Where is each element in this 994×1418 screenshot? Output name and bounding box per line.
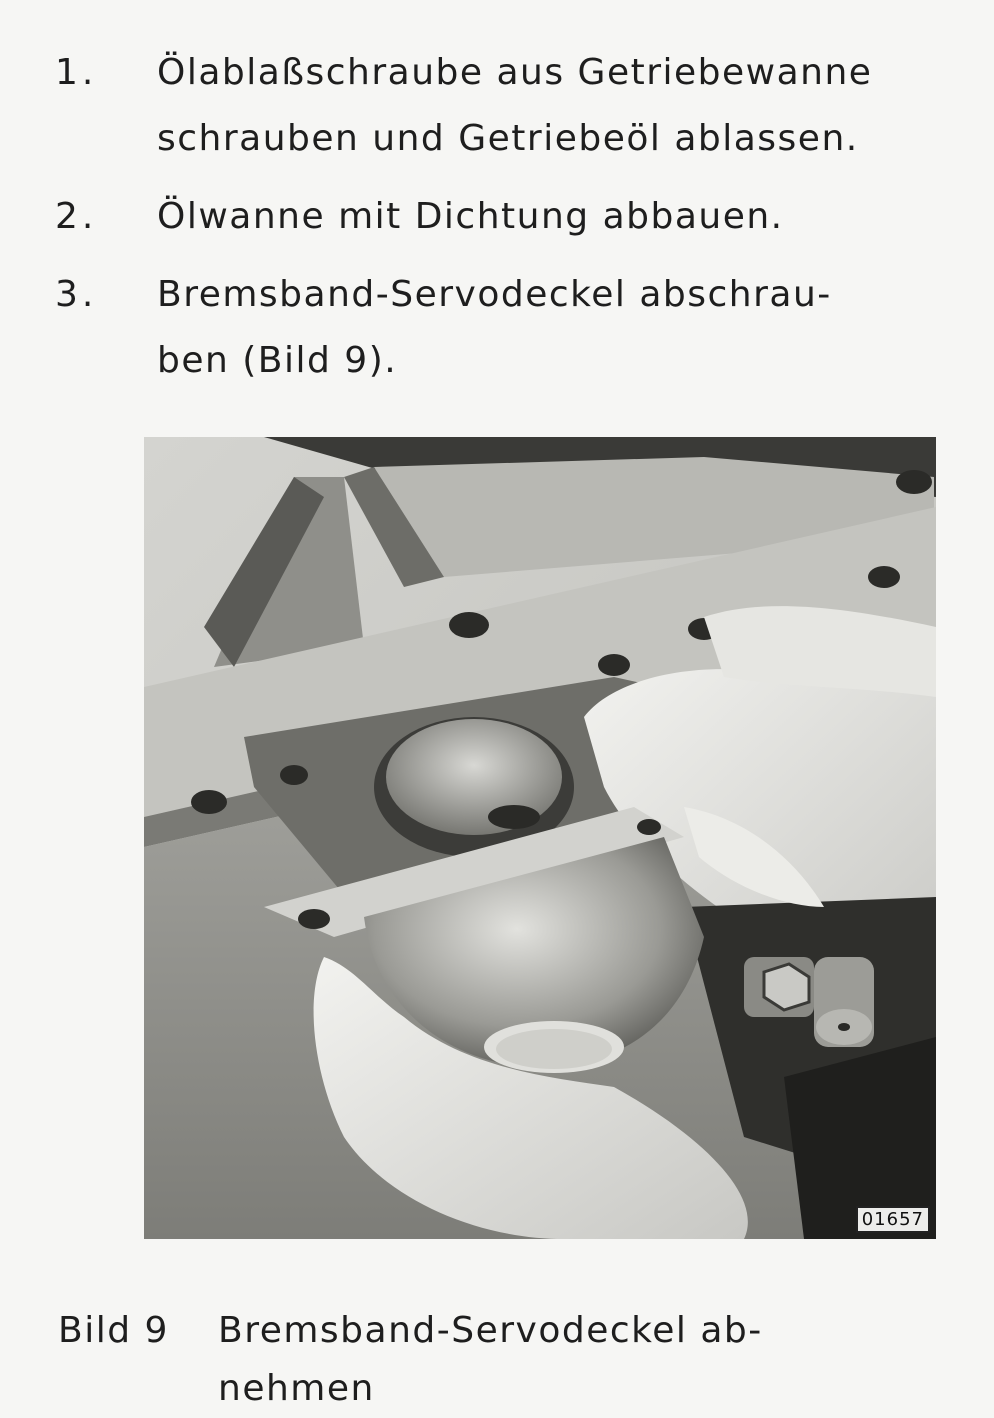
step-line: Bremsband-Servodeckel abschrau- <box>157 274 832 315</box>
step-number: 2. <box>55 196 98 237</box>
step-text <box>157 40 967 172</box>
caption-line: nehmen <box>218 1368 375 1409</box>
step-text <box>157 262 967 394</box>
figure-photo <box>144 437 936 1239</box>
caption-label: Bild 9 <box>58 1310 169 1351</box>
servo-cover-photo-illustration <box>144 437 936 1239</box>
step-line: ben (Bild 9). <box>157 340 398 381</box>
step-number: 3. <box>55 274 98 315</box>
caption-line: Bremsband-Servodeckel ab- <box>218 1310 763 1351</box>
caption-text <box>218 1302 818 1418</box>
photo-number-label: 01657 <box>856 1206 930 1233</box>
step-number: 1. <box>55 52 98 93</box>
step-line: schrauben und Getriebeöl ablassen. <box>157 118 859 159</box>
step-line: Ölwanne mit Dichtung abbauen. <box>157 196 784 237</box>
step-text <box>157 184 967 250</box>
step-line: Ölablaßschraube aus Getriebewanne <box>157 52 873 93</box>
